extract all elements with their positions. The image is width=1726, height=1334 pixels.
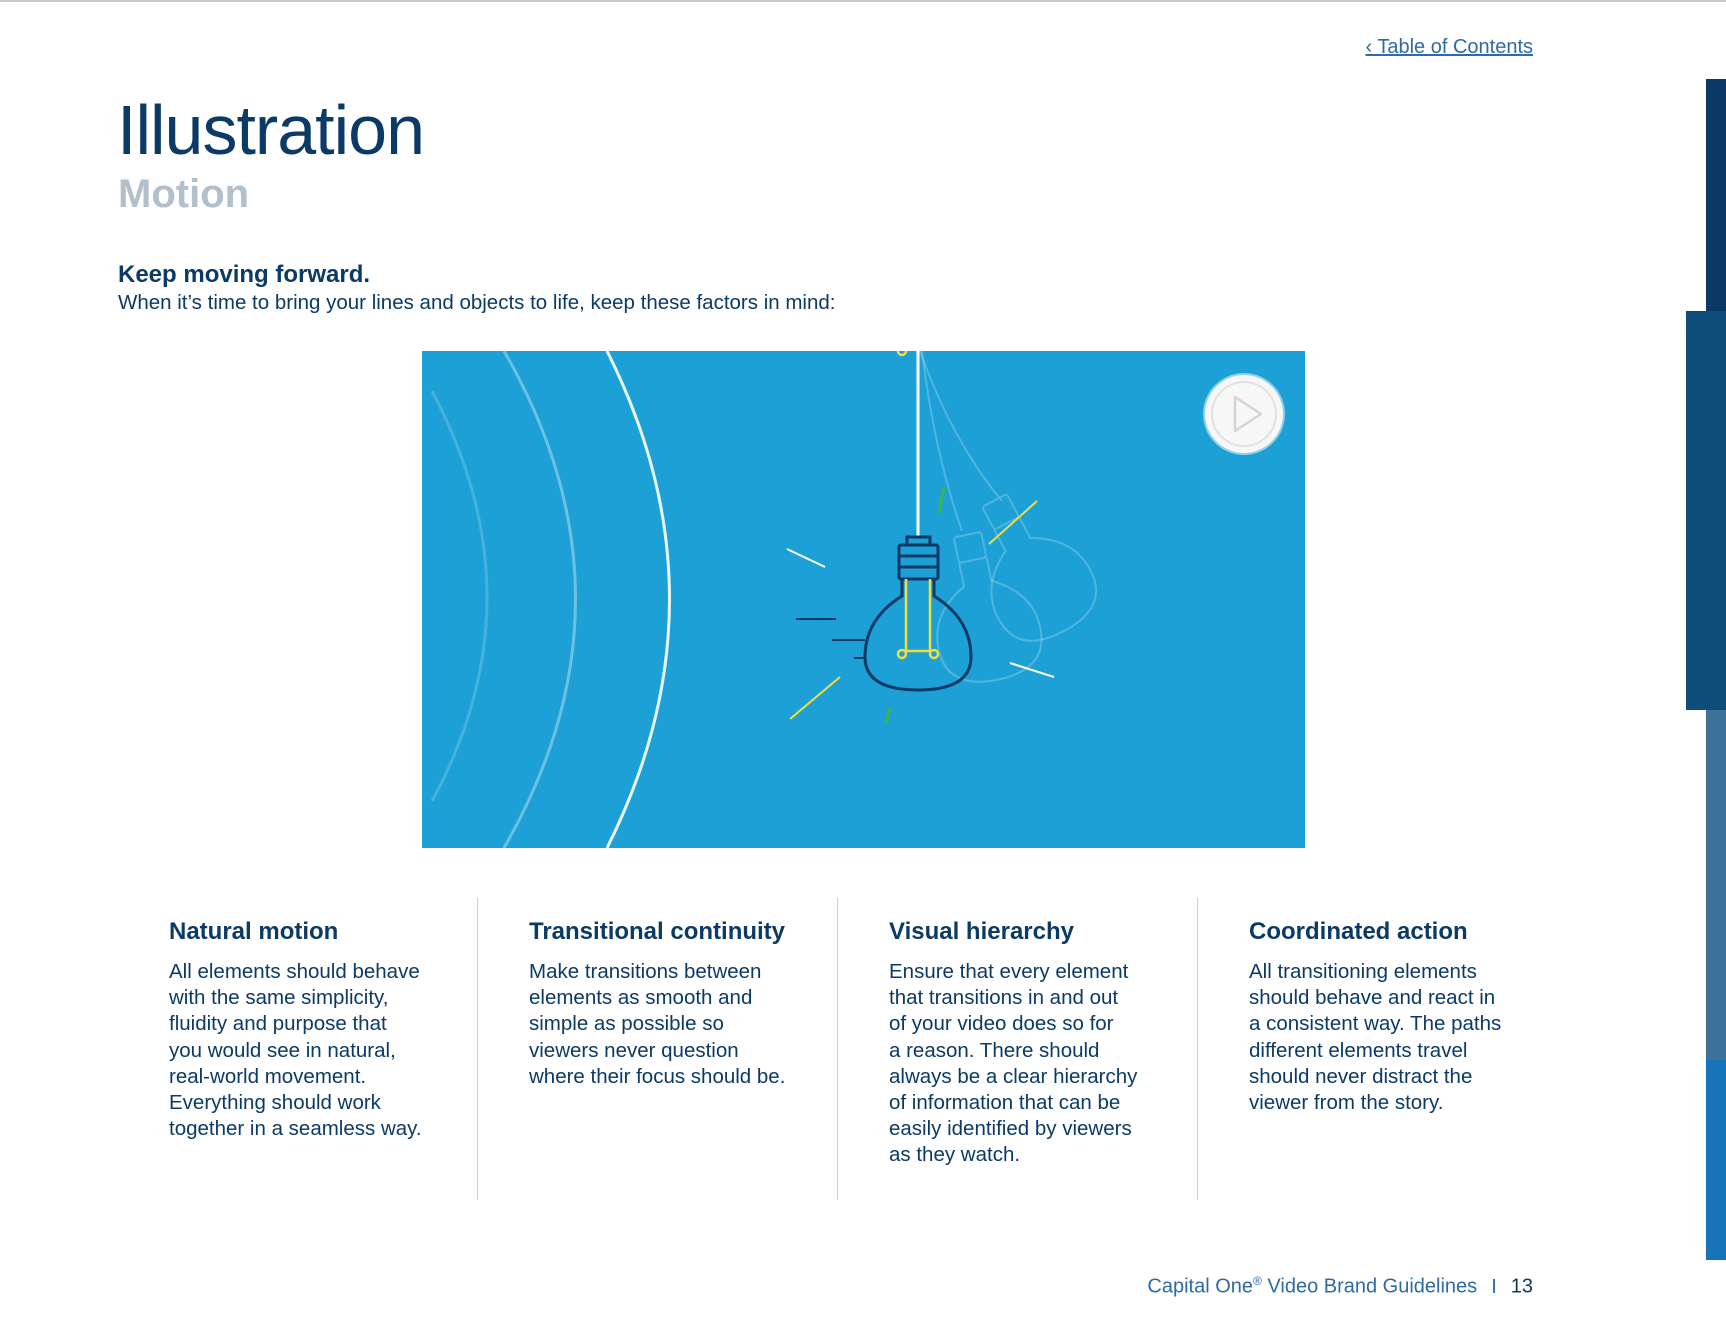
- spark-line: [787, 549, 825, 567]
- column-line: Everything should work: [169, 1091, 381, 1115]
- column-body: [1249, 959, 1539, 1116]
- page-number: 13: [1510, 1275, 1533, 1298]
- column-heading: Coordinated action: [1249, 918, 1468, 945]
- column-line: elements as smooth and: [529, 986, 753, 1010]
- column-line: as they watch.: [889, 1143, 1021, 1167]
- column-line: you would see in natural,: [169, 1038, 396, 1062]
- arc-line: [432, 391, 487, 801]
- column-line: easily identified by viewers: [889, 1117, 1132, 1141]
- page-subtitle: Motion: [118, 172, 250, 216]
- spark-line: [1010, 663, 1054, 677]
- spark-line: [790, 677, 840, 719]
- spark-line: [886, 708, 890, 723]
- section-tab[interactable]: [1706, 1060, 1726, 1260]
- video-player[interactable]: [422, 351, 1305, 848]
- spark-line: [939, 488, 944, 513]
- arc-line: [607, 351, 670, 848]
- column-line: with the same simplicity,: [169, 986, 389, 1010]
- column-line: viewer from the story.: [1249, 1091, 1444, 1115]
- column-heading: Natural motion: [169, 918, 339, 945]
- column-line: All elements should behave: [169, 960, 420, 983]
- column-line: that transitions in and out: [889, 986, 1119, 1010]
- footer-doc-title: Video Brand Guidelines: [1261, 1275, 1478, 1298]
- top-rule: [0, 0, 1726, 2]
- column-heading: Transitional continuity: [529, 918, 786, 945]
- column-line: simple as possible so: [529, 1012, 724, 1036]
- column-coordinated-action: [1198, 898, 1558, 1200]
- column-body: [169, 959, 459, 1142]
- column-line: should never distract the: [1249, 1064, 1473, 1088]
- column-line: All transitioning elements: [1249, 960, 1477, 983]
- column-line: a consistent way. The paths: [1249, 1012, 1502, 1036]
- column-heading: Visual hierarchy: [889, 918, 1074, 945]
- section-tab[interactable]: [1706, 710, 1726, 1060]
- table-of-contents-link[interactable]: ‹ Table of Contents: [1365, 36, 1533, 58]
- intro-text: When it’s time to bring your lines and objects to life, keep these factors in mind:: [118, 291, 836, 314]
- column-line: of your video does so for: [889, 1012, 1114, 1036]
- column-line: viewers never question: [529, 1038, 739, 1062]
- column-line: always be a clear hierarchy: [889, 1064, 1138, 1088]
- ghost-bulb: [920, 351, 1110, 655]
- page-title: Illustration: [117, 91, 425, 169]
- column-line: different elements travel: [1249, 1038, 1468, 1062]
- column-line: Ensure that every element: [889, 960, 1129, 983]
- column-body: [889, 959, 1179, 1169]
- registered-mark: ®: [1253, 1274, 1262, 1288]
- section-tab[interactable]: [1686, 311, 1726, 710]
- light-bulb-icon: [422, 351, 1305, 848]
- footer-brand: Capital One: [1147, 1275, 1253, 1298]
- column-line: fluidity and purpose that: [169, 1012, 387, 1036]
- column-natural-motion: [118, 898, 478, 1200]
- column-line: together in a seamless way.: [169, 1117, 422, 1141]
- footer-separator: I: [1491, 1275, 1497, 1298]
- column-line: should behave and react in: [1249, 986, 1496, 1010]
- arc-line: [504, 351, 576, 848]
- footer: [1147, 1274, 1533, 1299]
- play-icon: [1205, 375, 1283, 453]
- intro-heading: Keep moving forward.: [118, 261, 371, 288]
- play-button[interactable]: [1205, 375, 1283, 453]
- column-visual-hierarchy: [838, 898, 1198, 1200]
- column-line: where their focus should be.: [529, 1064, 786, 1088]
- section-tab[interactable]: [1706, 79, 1726, 311]
- column-line: Make transitions between: [529, 960, 762, 983]
- column-body: [529, 959, 819, 1090]
- column-line: of information that can be: [889, 1091, 1121, 1115]
- principles-columns: [118, 898, 1558, 1200]
- column-line: a reason. There should: [889, 1038, 1100, 1062]
- column-line: real-world movement.: [169, 1064, 367, 1088]
- ghost-bulb: [917, 351, 1049, 690]
- column-transitional-continuity: [478, 898, 838, 1200]
